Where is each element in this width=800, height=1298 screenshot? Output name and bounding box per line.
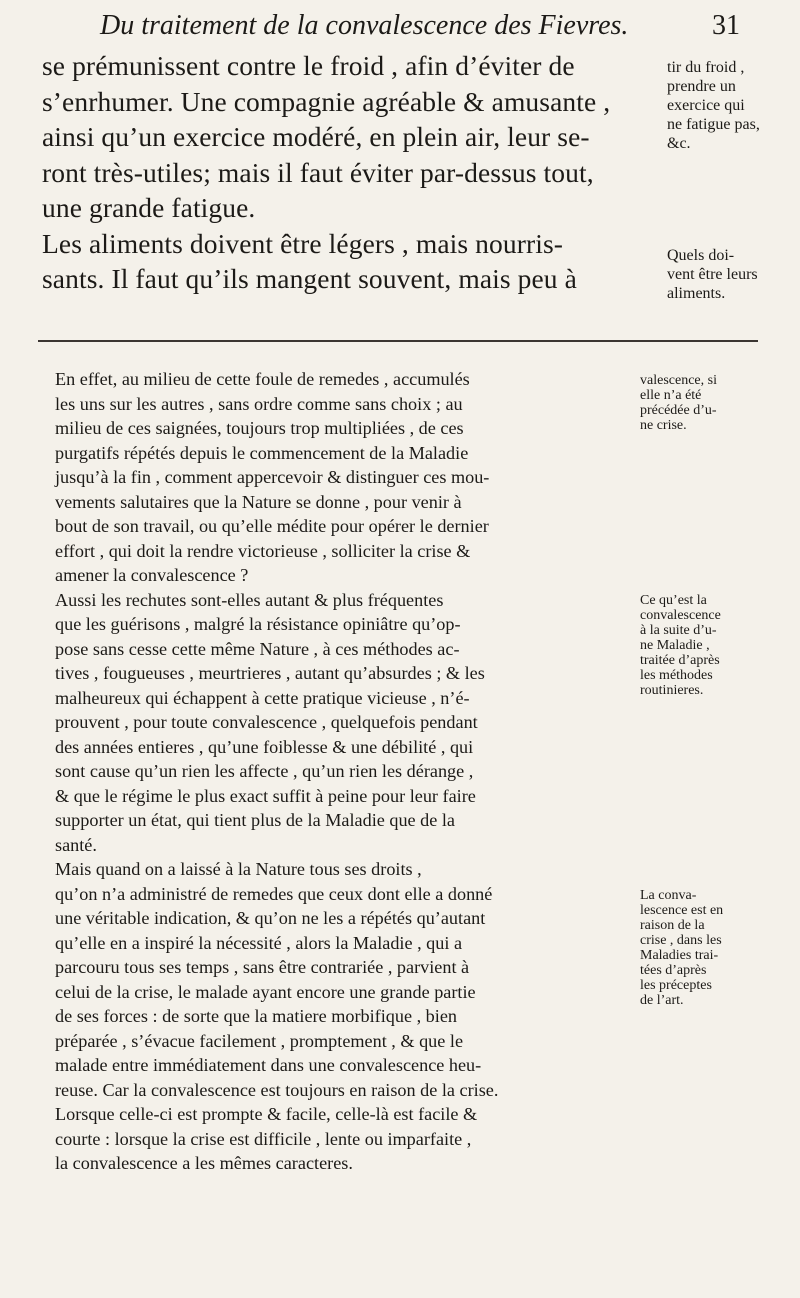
- margin-note-crise: [640, 373, 795, 433]
- text-line: jusqu’à la fin , comment appercevoir & distinguer ces mou-: [55, 467, 490, 487]
- margin-line: ne crise.: [640, 418, 687, 433]
- page-number: 31: [712, 10, 740, 41]
- text-line: qu’elle en a inspiré la nécessité , alors la Maladie , qui a: [55, 932, 463, 953]
- text-line: supporter un état, qui tient plus de la Maladie que de la: [55, 810, 456, 830]
- margin-line: elle n’a été: [640, 388, 702, 403]
- text-line: parcouru tous ses temps , sans être contrariée , parvient à: [55, 957, 470, 977]
- section-divider: [38, 340, 758, 342]
- margin-line: ne fatigue pas,: [667, 116, 760, 133]
- text-line: se prémunissent contre le froid , afin d’éviter de: [42, 50, 575, 81]
- margin-line: vent être leurs: [667, 266, 758, 283]
- text-line: les uns sur les autres , sans ordre comme sans choix ; au: [55, 393, 463, 414]
- text-line: & que le régime le plus exact suffit à peine pour leur faire: [55, 785, 476, 806]
- text-line: la convalescence a les mêmes caracteres.: [55, 1153, 353, 1173]
- text-line: effort , qui doit la rendre victorieuse , solliciter la crise &: [55, 540, 471, 561]
- text-line: qu’on n’a administré de remedes que ceux dont elle a donné: [55, 883, 493, 904]
- text-line: prouvent , pour toute convalescence , quelquefois pendant: [55, 712, 478, 732]
- text-line: ainsi qu’un exercice modéré, en plein air, leur se-: [42, 121, 590, 152]
- text-line: Aussi les rechutes sont-elles autant & plus fréquentes: [55, 589, 444, 610]
- text-line: Lorsque celle-ci est prompte & facile, celle-là est facile &: [55, 1104, 478, 1124]
- text-line: malheureux qui échappent à cette pratique vicieuse , n’é-: [55, 687, 470, 708]
- margin-line: Quels doi-: [667, 247, 735, 264]
- text-line: courte : lorsque la crise est difficile , lente ou imparfaite ,: [55, 1128, 472, 1149]
- margin-line: les méthodes: [640, 668, 713, 683]
- text-line: amener la convalescence ?: [55, 565, 249, 585]
- margin-line: &c.: [667, 135, 691, 152]
- text-line: sants. Il faut qu’ils mangent souvent, mais peu à: [42, 263, 577, 294]
- margin-line: ne Maladie ,: [640, 638, 710, 653]
- text-line: Les aliments doivent être légers , mais nourris-: [42, 227, 564, 259]
- margin-line: crise , dans les: [640, 933, 722, 948]
- margin-line: La conva-: [640, 888, 697, 903]
- text-line: bout de son travail, ou qu’elle médite pour opérer le dernier: [55, 516, 489, 536]
- text-line: malade entre immédiatement dans une convalescence heu-: [55, 1055, 482, 1075]
- running-title: Du traitement de la convalescence des Fievres.: [100, 10, 629, 41]
- text-line: pose sans cesse cette même Nature , à ces méthodes ac-: [55, 638, 460, 659]
- margin-note-aliments: [667, 246, 797, 303]
- margin-note-routine: [640, 593, 795, 698]
- margin-line: lescence est en: [640, 903, 724, 918]
- margin-line: raison de la: [640, 918, 705, 933]
- text-line: santé.: [55, 834, 97, 855]
- text-line: celui de la crise, le malade ayant encore une grande partie: [55, 981, 476, 1002]
- text-line: une véritable indication, & qu’on ne les a répétés qu’autant: [55, 908, 486, 928]
- text-line: tives , fougueuses , meurtrieres , autant qu’absurdes ; & les: [55, 663, 485, 683]
- text-line: s’enrhumer. Une compagnie agréable & amusante ,: [42, 85, 611, 117]
- margin-line: les préceptes: [640, 978, 712, 993]
- margin-line: à la suite d’u-: [640, 623, 717, 638]
- text-line: préparée , s’évacue facilement , promptement , & que le: [55, 1030, 464, 1051]
- text-line: une grande fatigue.: [42, 192, 256, 223]
- margin-line: valescence, si: [640, 373, 717, 388]
- text-line: sont cause qu’un rien les affecte , qu’un rien les dérange ,: [55, 761, 474, 781]
- margin-line: exercice qui: [667, 97, 745, 114]
- lower-body-text: [55, 367, 635, 1176]
- margin-note-convalescence: [640, 888, 795, 1008]
- text-line: En effet, au milieu de cette foule de remedes , accumulés: [55, 369, 470, 389]
- margin-line: prendre un: [667, 78, 736, 95]
- text-line: ront très-utiles; mais il faut éviter par-dessus tout,: [42, 156, 594, 188]
- text-line: que les guérisons , malgré la résistance opiniâtre qu’op-: [55, 614, 461, 634]
- margin-note-exercise: [667, 58, 797, 153]
- margin-line: traitée d’après: [640, 653, 720, 668]
- text-line: vements salutaires que la Nature se donne , pour venir à: [55, 491, 462, 512]
- margin-line: aliments.: [667, 285, 726, 302]
- margin-line: Ce qu’est la: [640, 593, 707, 608]
- margin-line: tées d’après: [640, 963, 707, 978]
- text-line: des années entieres , qu’une foiblesse & une débilité , qui: [55, 736, 474, 757]
- upper-body-text: [42, 48, 662, 297]
- text-line: purgatifs répétés depuis le commencement de la Maladie: [55, 442, 469, 463]
- margin-line: convalescence: [640, 608, 721, 623]
- text-line: milieu de ces saignées, toujours trop multipliées , de ces: [55, 418, 464, 438]
- margin-line: précédée d’u-: [640, 403, 717, 418]
- margin-line: tir du froid ,: [667, 59, 745, 76]
- text-line: de ses forces : de sorte que la matiere morbifique , bien: [55, 1006, 457, 1026]
- text-line: Mais quand on a laissé à la Nature tous ses droits ,: [55, 859, 422, 879]
- margin-line: de l’art.: [640, 993, 684, 1008]
- margin-line: routinieres.: [640, 683, 704, 698]
- margin-line: Maladies trai-: [640, 948, 719, 963]
- text-line: reuse. Car la convalescence est toujours en raison de la crise.: [55, 1079, 499, 1100]
- running-header: [100, 4, 740, 48]
